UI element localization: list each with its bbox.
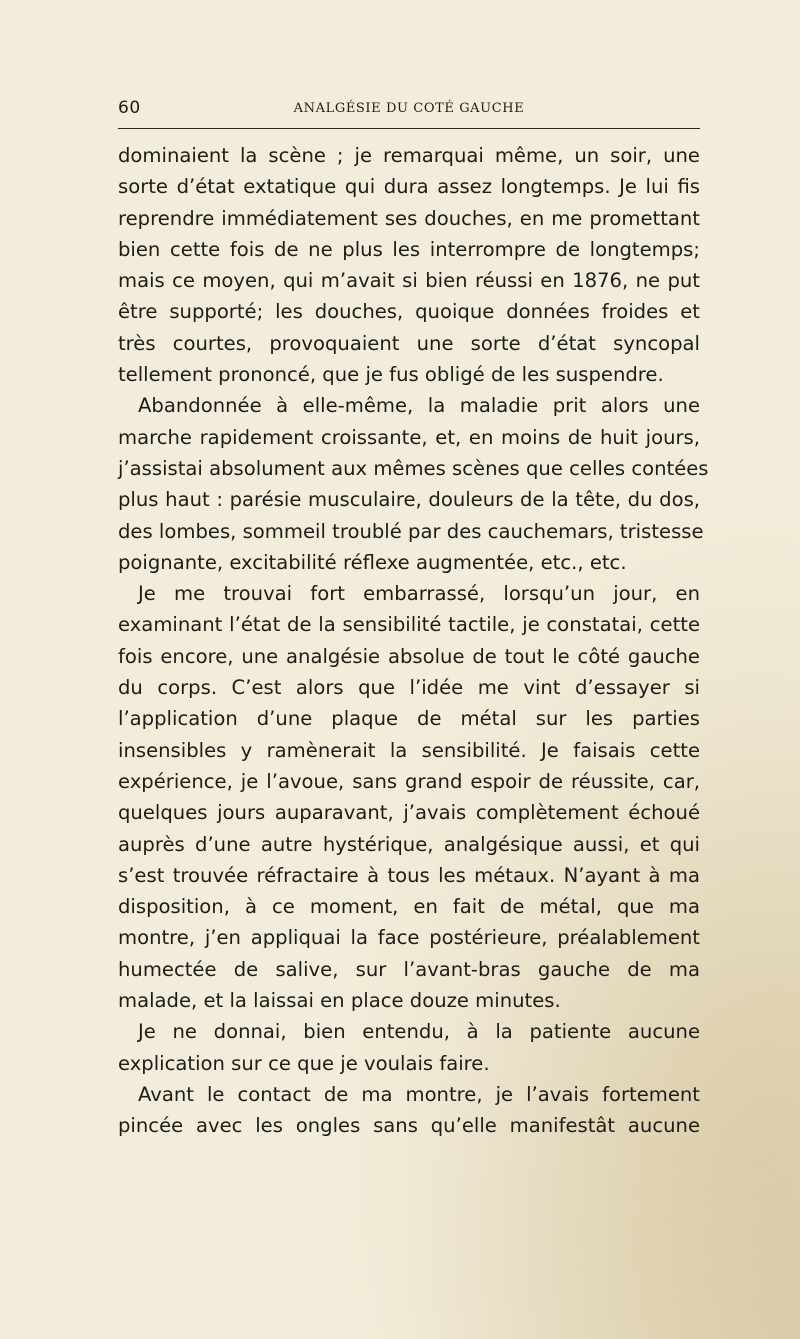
text-line: disposition, à ce moment, en fait de métal, que ma <box>118 895 700 919</box>
text-line: j’assistai absolument aux mêmes scènes que celles contées <box>118 456 709 480</box>
text-line: Je ne donnai, bien entendu, à la patiente aucune <box>138 1020 700 1044</box>
text-line: mais ce moyen, qui m’avait si bien réussi en 1876, ne put <box>118 269 700 293</box>
text-line: être supporté; les douches, quoique données froides et <box>118 300 700 324</box>
text-line: Je me trouvai fort embarrassé, lorsqu’un jour, en <box>138 582 700 606</box>
text-line: reprendre immédiatement ses douches, en me promettant <box>118 206 700 230</box>
page-header <box>118 92 700 122</box>
text-line: examinant l’état de la sensibilité tactile, je constatai, cette <box>118 613 700 637</box>
text-line: montre, j’en appliquai la face postérieure, préalablement <box>118 926 700 950</box>
text-line: des lombes, sommeil troublé par des cauchemars, tristesse <box>118 519 704 543</box>
running-title: ANALGÉSIE DU COTÉ GAUCHE <box>293 101 525 116</box>
text-line: expérience, je l’avoue, sans grand espoir de réussite, car, <box>118 769 700 793</box>
text-line: insensibles y ramènerait la sensibilité. Je faisais cette <box>118 738 700 762</box>
text-line: auprès d’une autre hystérique, analgésique aussi, et qui <box>118 832 700 856</box>
text-line: poignante, excitabilité réflexe augmentée, etc., etc. <box>118 550 627 574</box>
text-line: pincée avec les ongles sans qu’elle manifestât aucune <box>118 1114 700 1138</box>
header-rule <box>118 128 700 129</box>
page-number: 60 <box>118 98 141 118</box>
body-text <box>118 140 709 1142</box>
text-line: s’est trouvée réfractaire à tous les métaux. N’ayant à ma <box>118 863 700 887</box>
text-line: malade, et la laissai en place douze minutes. <box>118 989 561 1013</box>
text-line: dominaient la scène ; je remarquai même, un soir, une <box>118 144 700 167</box>
text-line: très courtes, provoquaient une sorte d’état syncopal <box>118 331 700 355</box>
text-line: tellement prononcé, que je fus obligé de les suspendre. <box>118 363 664 387</box>
text-line: sorte d’état extatique qui dura assez longtemps. Je lui fis <box>118 175 700 199</box>
text-line: du corps. C’est alors que l’idée me vint d’essayer si <box>118 676 700 700</box>
text-line: explication sur ce que je voulais faire. <box>118 1051 490 1075</box>
text-line: fois encore, une analgésie absolue de tout le côté gauche <box>118 644 700 668</box>
text-line: l’application d’une plaque de métal sur les parties <box>118 707 700 731</box>
text-line: humectée de salive, sur l’avant-bras gauche de ma <box>118 957 700 981</box>
text-line: quelques jours auparavant, j’avais complètement échoué <box>118 801 700 825</box>
text-line: plus haut : parésie musculaire, douleurs de la tête, du dos, <box>118 488 700 512</box>
text-line: bien cette fois de ne plus les interrompre de longtemps; <box>118 237 700 261</box>
text-line: Avant le contact de ma montre, je l’avais fortement <box>138 1082 700 1106</box>
text-line: Abandonnée à elle-même, la maladie prit alors une <box>138 394 700 418</box>
text-line: marche rapidement croissante, et, en moins de huit jours, <box>118 425 700 449</box>
